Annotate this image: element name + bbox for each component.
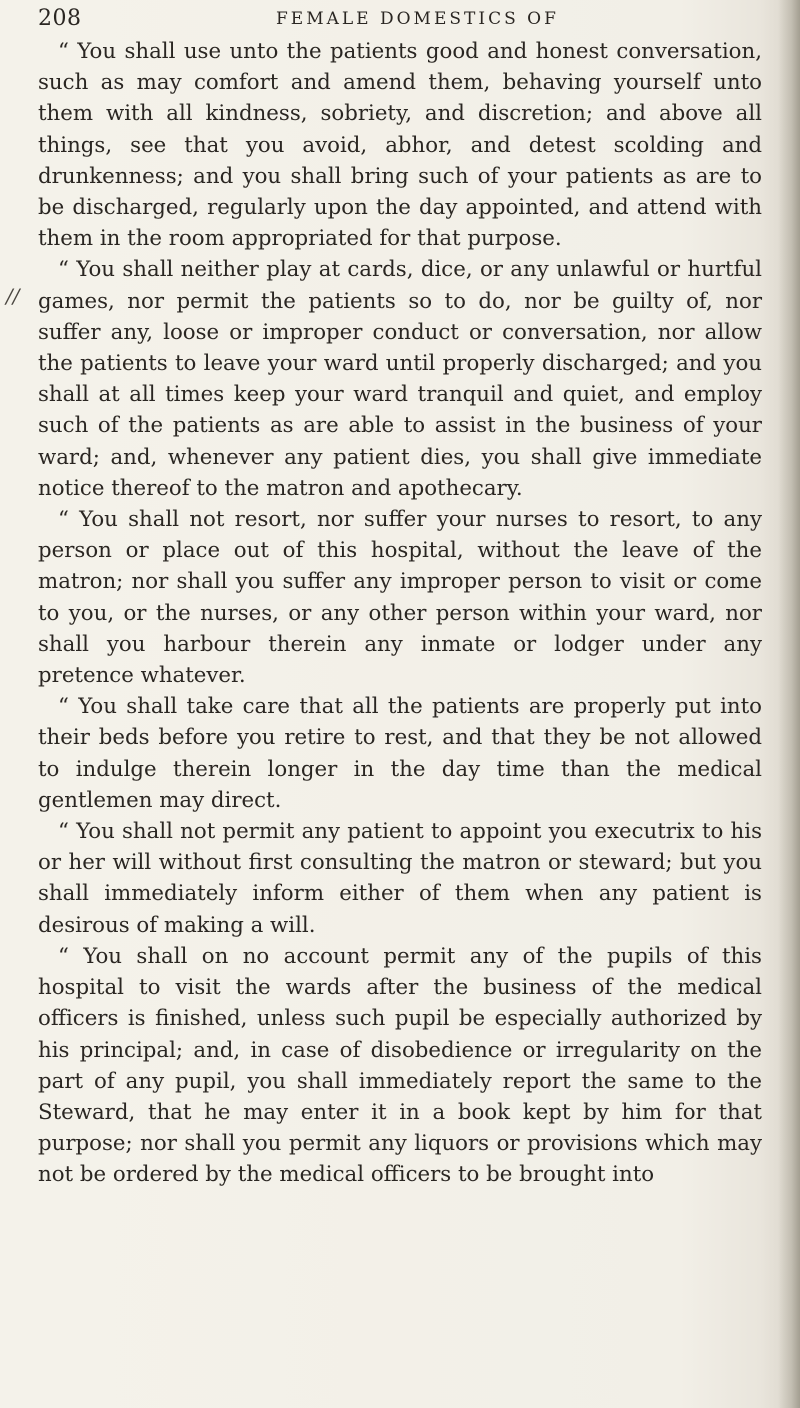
running-head: FEMALE DOMESTICS OF — [276, 9, 559, 29]
paragraph: “ You shall take care that all the patients are properly put into their beds before you retire to rest, and that they be not allowed to indulge therein longer in the day time than the medical gentlemen may direct. — [38, 694, 762, 813]
page-header — [38, 6, 762, 34]
body-text — [38, 36, 762, 1191]
margin-pencil-mark: // — [6, 284, 20, 308]
paragraph: “ You shall neither play at cards, dice, or any unlawful or hurtful games, nor permit the patients so to do, nor be guilty of, nor suffer any, loose or improper conduct or conversation, nor allow the patients to leave your ward until properly discharged; and you shall at all times keep your ward tranquil and quiet, and employ such of the patients as are able to assist in the business of your ward; and, whenever any patient dies, you shall give immediate notice thereof to the matron and apothecary. — [38, 257, 762, 501]
page-number: 208 — [38, 6, 82, 31]
paragraph: “ You shall use unto the patients good and honest conversation, such as may comfort and amend them, behaving yourself unto them with all kindness, sobriety, and discretion; and above all things, see that you avoid, abhor, and detest scolding and drunkenness; and you shall bring such of your patients as are to be discharged, regularly upon the day appointed, and attend with them in the room appropriated for that purpose. — [38, 39, 762, 252]
paragraph: “ You shall not resort, nor suffer your nurses to resort, to any person or place out of this hospital, without the leave of the matron; nor shall you suffer any improper person to visit or come to you, or the nurses, or any other person within your ward, nor shall you harbour therein any inmate or lodger under any pretence whatever. — [38, 507, 762, 689]
page-edge-shadow — [778, 0, 800, 1408]
paragraph: “ You shall not permit any patient to appoint you executrix to his or her will without first consulting the matron or steward; but you shall immediately inform either of them when any patient is desirous of making a will. — [38, 819, 762, 938]
paragraph: “ You shall on no account permit any of the pupils of this hospital to visit the wards after the business of the medical officers is finished, unless such pupil be especially authorized by his principal; and, in case of disobedience or irregularity on the part of any pupil, you shall immediately report the same to the Steward, that he may enter it in a book kept by him for that purpose; nor shall you permit any liquors or provisions which may not be ordered by the medical officers to be brought into — [38, 943, 762, 1188]
